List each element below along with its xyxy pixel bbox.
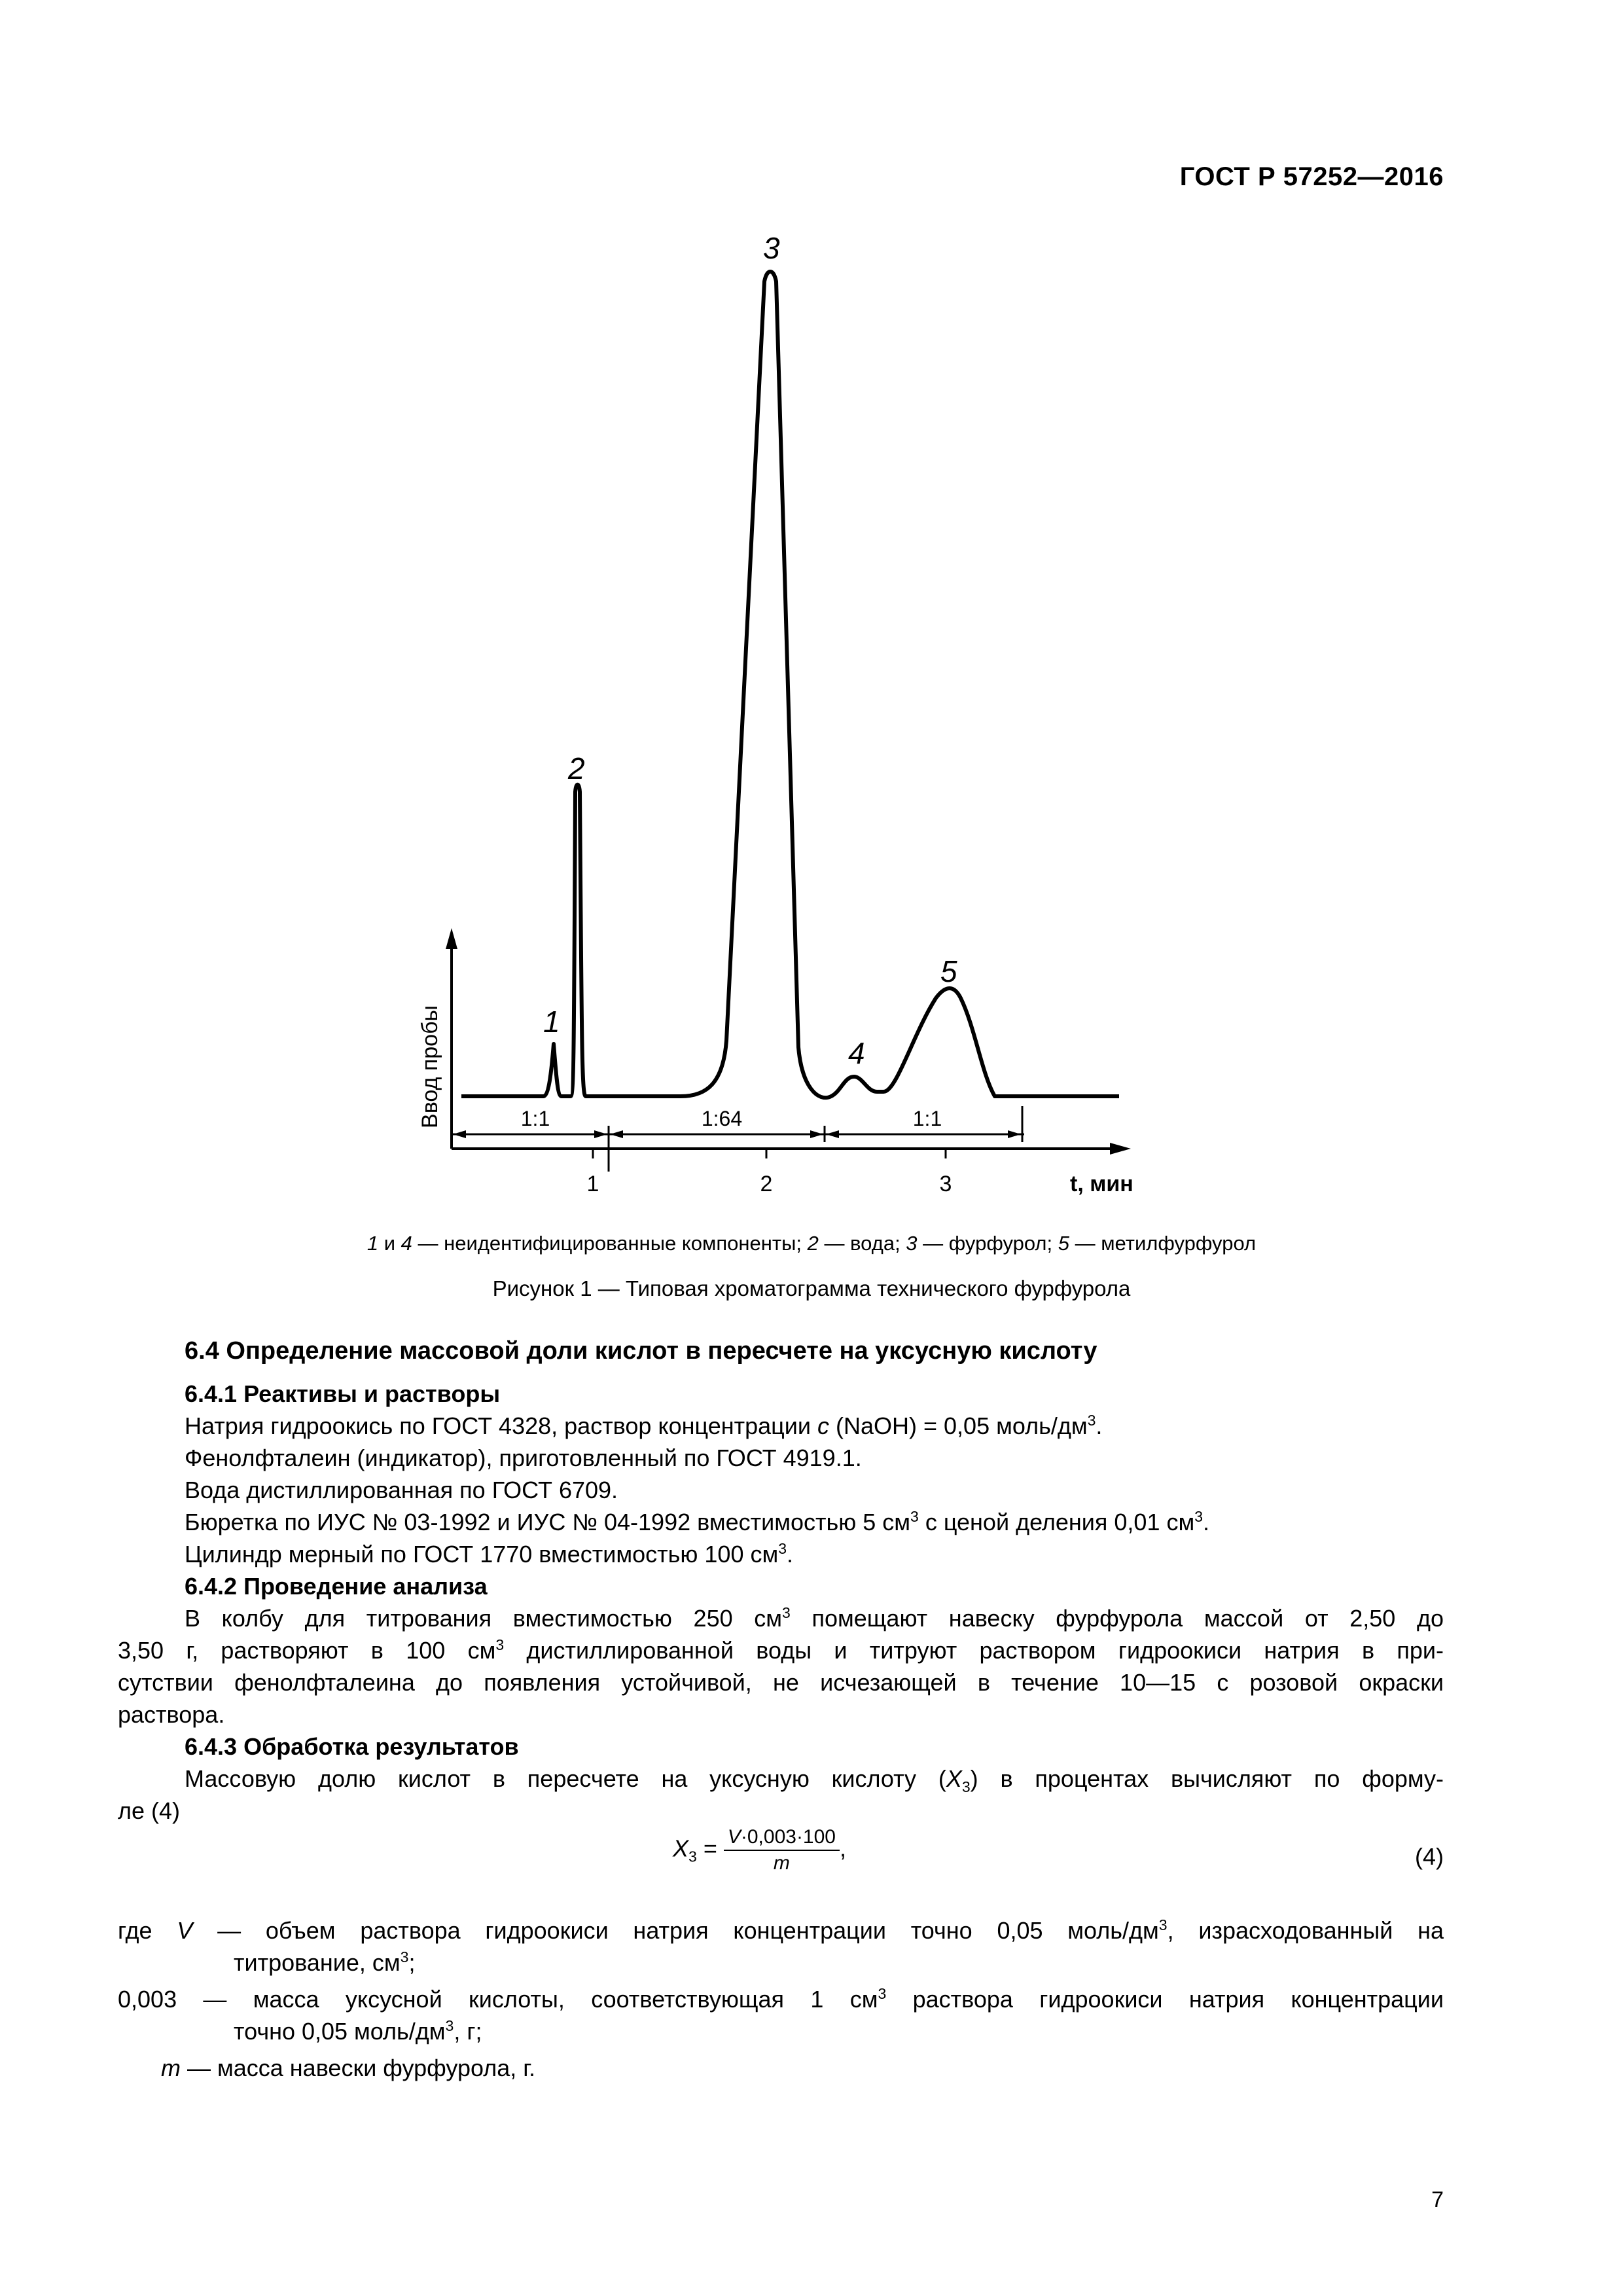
legend-text: — вода;	[818, 1232, 906, 1255]
text-run: 0,003 — масса уксусной кислоты, соответствующая 1 см	[118, 1986, 878, 2013]
subsection-heading: 6.4.2 Проведение анализа	[185, 1573, 488, 1600]
segment-arrow	[610, 1130, 623, 1138]
text-run: , г;	[454, 2018, 482, 2045]
x-tick-label: 2	[760, 1172, 773, 1196]
text-run: с ценой деления 0,01 см	[918, 1509, 1195, 1535]
paragraph-line	[185, 1763, 1444, 1795]
text-run: раствора гидроокиси натрия концентрации	[886, 1986, 1444, 2013]
subsection-heading: 6.4.3 Обработка результатов	[185, 1733, 519, 1760]
peak-label: 5	[940, 954, 957, 988]
figure-legend	[0, 1232, 1623, 1255]
text-run: ,	[839, 1835, 846, 1862]
text-run: ;	[408, 1949, 416, 1976]
x-tick-label: 3	[939, 1172, 952, 1196]
paragraph-line	[185, 1410, 1102, 1442]
superscript: 3	[782, 1604, 791, 1621]
text-run: c	[817, 1412, 829, 1439]
legend-text: — метилфурфурол	[1069, 1232, 1257, 1255]
fraction	[724, 1826, 840, 1874]
paragraph-line	[185, 1506, 1209, 1538]
text-run: .	[1203, 1509, 1210, 1535]
segment-arrow	[453, 1130, 466, 1138]
text-run: где	[118, 1917, 177, 1944]
where-line	[118, 1983, 1444, 2015]
paragraph-line: сутствии фенолфталеина до появления устойчивой, не исчезающей в течение 10—15 с розовой окраски	[118, 1669, 1444, 1696]
peak-label: 2	[568, 751, 585, 785]
peak-label: 4	[848, 1036, 865, 1070]
segment-arrow	[1008, 1130, 1021, 1138]
legend-key: 2	[807, 1232, 819, 1255]
text-run: помещают навеску фурфурола массой от 2,50 до	[790, 1605, 1444, 1632]
segment-arrow	[810, 1130, 823, 1138]
text-run: — объем раствора гидроокиси натрия концентрации точно 0,05 моль/дм	[192, 1917, 1159, 1944]
text-run: 3,50 г, растворяют в 100 см	[118, 1637, 496, 1664]
superscript: 3	[445, 2017, 454, 2034]
text-run: .	[1096, 1412, 1103, 1439]
ratio-label: 1:64	[701, 1107, 743, 1130]
superscript: 3	[1194, 1508, 1204, 1525]
text-run: В колбу для титрования вместимостью 250 см	[185, 1605, 783, 1632]
y-axis-arrow	[446, 928, 457, 949]
segment-arrow	[594, 1130, 607, 1138]
superscript: 3	[1158, 1916, 1168, 1933]
legend-key: 4	[401, 1232, 412, 1255]
ratio-label: 1:1	[520, 1107, 550, 1130]
text-run: ·0,003·100	[740, 1826, 836, 1848]
x-tick-label: 1	[586, 1172, 599, 1196]
fraction-denominator: m	[773, 1852, 790, 1874]
paragraph-line	[118, 1634, 1444, 1666]
x-axis-arrow	[1110, 1143, 1131, 1155]
y-axis-label: Ввод пробы	[418, 1005, 442, 1128]
legend-key: 5	[1058, 1232, 1069, 1255]
paragraph-line: Фенолфталеин (индикатор), приготовленный по ГОСТ 4919.1.	[185, 1444, 862, 1471]
superscript: 3	[495, 1636, 505, 1653]
text-run: .	[787, 1541, 794, 1568]
text-run: дистиллированной воды и титруют раствором гидроокиси натрия в при-	[504, 1637, 1444, 1664]
text-run: точно 0,05 моль/дм	[234, 2018, 446, 2045]
peak-label: 3	[763, 231, 780, 265]
superscript: 3	[1087, 1412, 1096, 1429]
formula-variable: V	[177, 1917, 193, 1944]
text-run: (NaOH) = 0,05 моль/дм	[829, 1412, 1088, 1439]
legend-key: 1	[366, 1232, 379, 1255]
chromatogram-trace	[461, 272, 1119, 1098]
text-run: титрование, см	[234, 1949, 401, 1976]
superscript: 3	[910, 1508, 919, 1525]
paragraph-line: Вода дистиллированная по ГОСТ 6709.	[185, 1477, 618, 1503]
where-line	[161, 2052, 535, 2084]
paragraph-line: раствора.	[118, 1701, 225, 1728]
section-heading: 6.4 Определение массовой доли кислот в пересчете на уксусную кислоту	[185, 1337, 1097, 1365]
text-run: ) в процентах вычисляют по форму-	[970, 1765, 1444, 1792]
paragraph-line	[185, 1538, 793, 1570]
peak-label: 1	[543, 1005, 560, 1039]
formula	[673, 1826, 846, 1874]
where-line	[118, 1914, 1444, 1946]
formula-variable: V	[727, 1826, 741, 1848]
text-run: Цилиндр мерный по ГОСТ 1770 вместимостью 100 см	[185, 1541, 779, 1568]
superscript: 3	[878, 1985, 887, 2002]
legend-key: 3	[906, 1232, 918, 1255]
chromatogram-figure	[393, 216, 1178, 1211]
figure-caption: Рисунок 1 — Типовая хроматограмма технического фурфурола	[492, 1276, 1131, 1300]
formula-number: (4)	[1415, 1843, 1444, 1870]
paragraph-line	[185, 1602, 1444, 1634]
text-run: Бюретка по ИУС № 03-1992 и ИУС № 04-1992 вместимостью 5 см	[185, 1509, 911, 1535]
standard-header: ГОСТ Р 57252—2016	[1179, 162, 1444, 191]
segment-arrow	[826, 1130, 839, 1138]
superscript: 3	[778, 1540, 787, 1557]
text-run: — масса навески фурфурола, г.	[181, 2054, 535, 2081]
paragraph-line: ле (4)	[118, 1797, 181, 1824]
text-run: , израсходованный на	[1167, 1917, 1444, 1944]
formula-variable: X	[673, 1835, 689, 1862]
where-line	[234, 2015, 482, 2047]
equals-sign: =	[696, 1835, 717, 1862]
page-number: 7	[1431, 2187, 1444, 2212]
superscript: 3	[400, 1948, 409, 1965]
legend-text: и	[378, 1232, 401, 1255]
ratio-label: 1:1	[912, 1107, 942, 1130]
legend-text: — фурфурол;	[917, 1232, 1058, 1255]
formula-variable: m	[161, 2054, 181, 2081]
subsection-heading: 6.4.1 Реактивы и растворы	[185, 1380, 501, 1407]
subscript: 3	[961, 1778, 971, 1796]
text-run: Массовую долю кислот в пересчете на уксусную кислоту (	[185, 1765, 946, 1792]
subscript: 3	[688, 1848, 697, 1865]
where-line	[234, 1946, 415, 1979]
text-run: Натрия гидроокись по ГОСТ 4328, раствор концентрации	[185, 1412, 817, 1439]
text-run: X	[946, 1765, 962, 1792]
fraction-numerator	[724, 1826, 840, 1851]
legend-text: — неидентифицированные компоненты;	[412, 1232, 808, 1255]
x-axis-label: t, мин	[1070, 1172, 1133, 1196]
